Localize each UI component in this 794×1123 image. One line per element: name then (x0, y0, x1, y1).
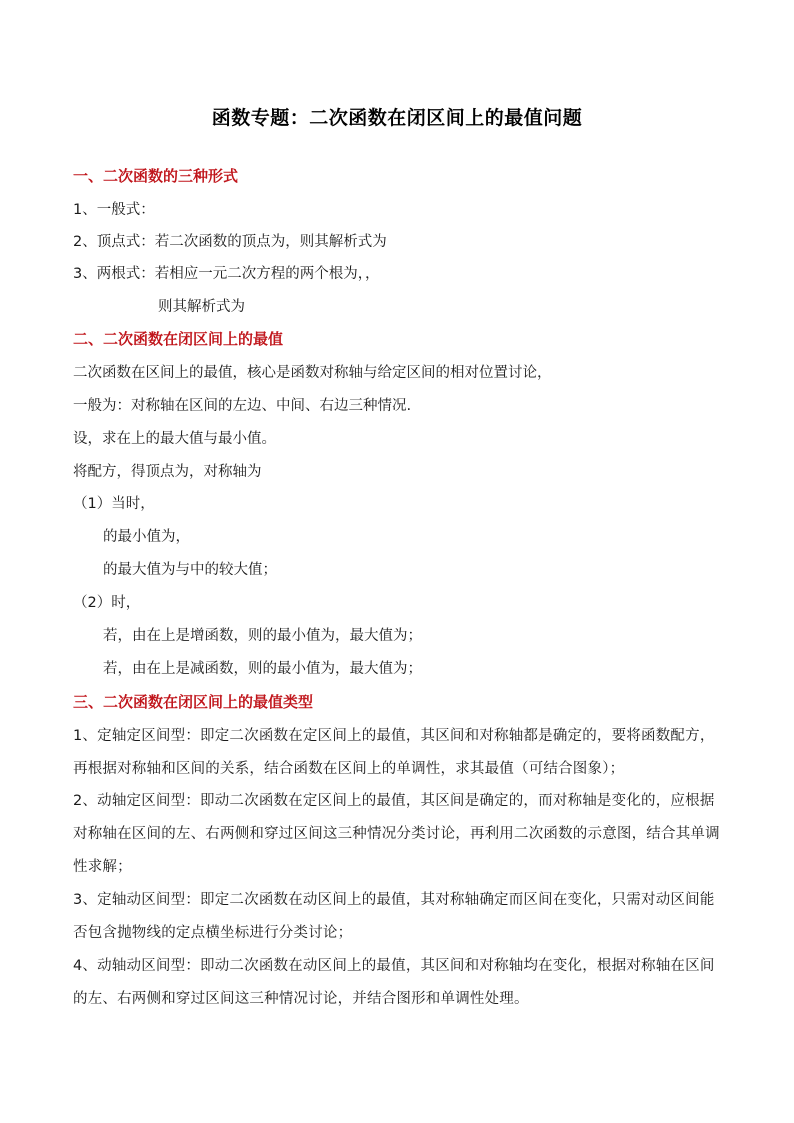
section2-case1: （1）当时， (73, 496, 155, 512)
section1-item1: 1、一般式： (73, 202, 155, 218)
section3-type1: 1、定轴定区间型：即定二次函数在定区间上的最值，其区间和对称轴都是确定的，要将函数配方，再根据对称轴和区间的关系，结合函数在区间上的单调性，求其最值（可结合图象）； (73, 728, 715, 777)
section2-case2-decreasing: 若，由在上是减函数，则的最小值为，最大值为； (103, 661, 422, 677)
section1-heading: 一、二次函数的三种形式 (73, 167, 239, 185)
section1-item3: 3、两根式：若相应一元二次方程的两个根为，， (73, 266, 380, 282)
section2-case1-min: 的最小值为， (103, 529, 190, 545)
section1-item3-continuation: 则其解析式为 (158, 299, 245, 315)
section2-heading: 二、二次函数在闭区间上的最值 (73, 330, 284, 348)
section2-line3: 设，求在上的最大值与最小值。 (73, 431, 276, 447)
section2-case2-increasing: 若，由在上是增函数，则的最小值为，最大值为； (103, 628, 422, 644)
section2-line1: 二次函数在区间上的最值，核心是函数对称轴与给定区间的相对位置讨论， (73, 365, 552, 381)
section3-type2: 2、动轴定区间型：即动二次函数在定区间上的最值，其区间是确定的，而对称轴是变化的，应根据对称轴在区间的左、右两侧和穿过区间这三种情况分类讨论，再利用二次函数的示意图，结合其单调性求解； (73, 793, 720, 875)
section3-type3: 3、定轴动区间型：即定二次函数在动区间上的最值，其对称轴确定而区间在变化，只需对动区间能否包含抛物线的定点横坐标进行分类讨论； (73, 892, 715, 941)
section2-case2: （2）时， (73, 595, 141, 611)
section2-line4: 将配方，得顶点为，对称轴为 (73, 464, 262, 480)
page-title: 函数专题：二次函数在闭区间上的最值问题 (211, 107, 583, 129)
section3-type4: 4、动轴动区间型：即动二次函数在动区间上的最值，其区间和对称轴均在变化，根据对称轴在区间的左、右两侧和穿过区间这三种情况讨论，并结合图形和单调性处理。 (73, 958, 715, 1007)
section1-item2: 2、顶点式：若二次函数的顶点为，则其解析式为 (73, 234, 387, 250)
section2-case1-max: 的最大值为与中的较大值； (103, 562, 277, 578)
section2-line2: 一般为：对称轴在区间的左边、中间、右边三种情况. (73, 398, 412, 414)
section3-heading: 三、二次函数在闭区间上的最值类型 (73, 693, 314, 711)
